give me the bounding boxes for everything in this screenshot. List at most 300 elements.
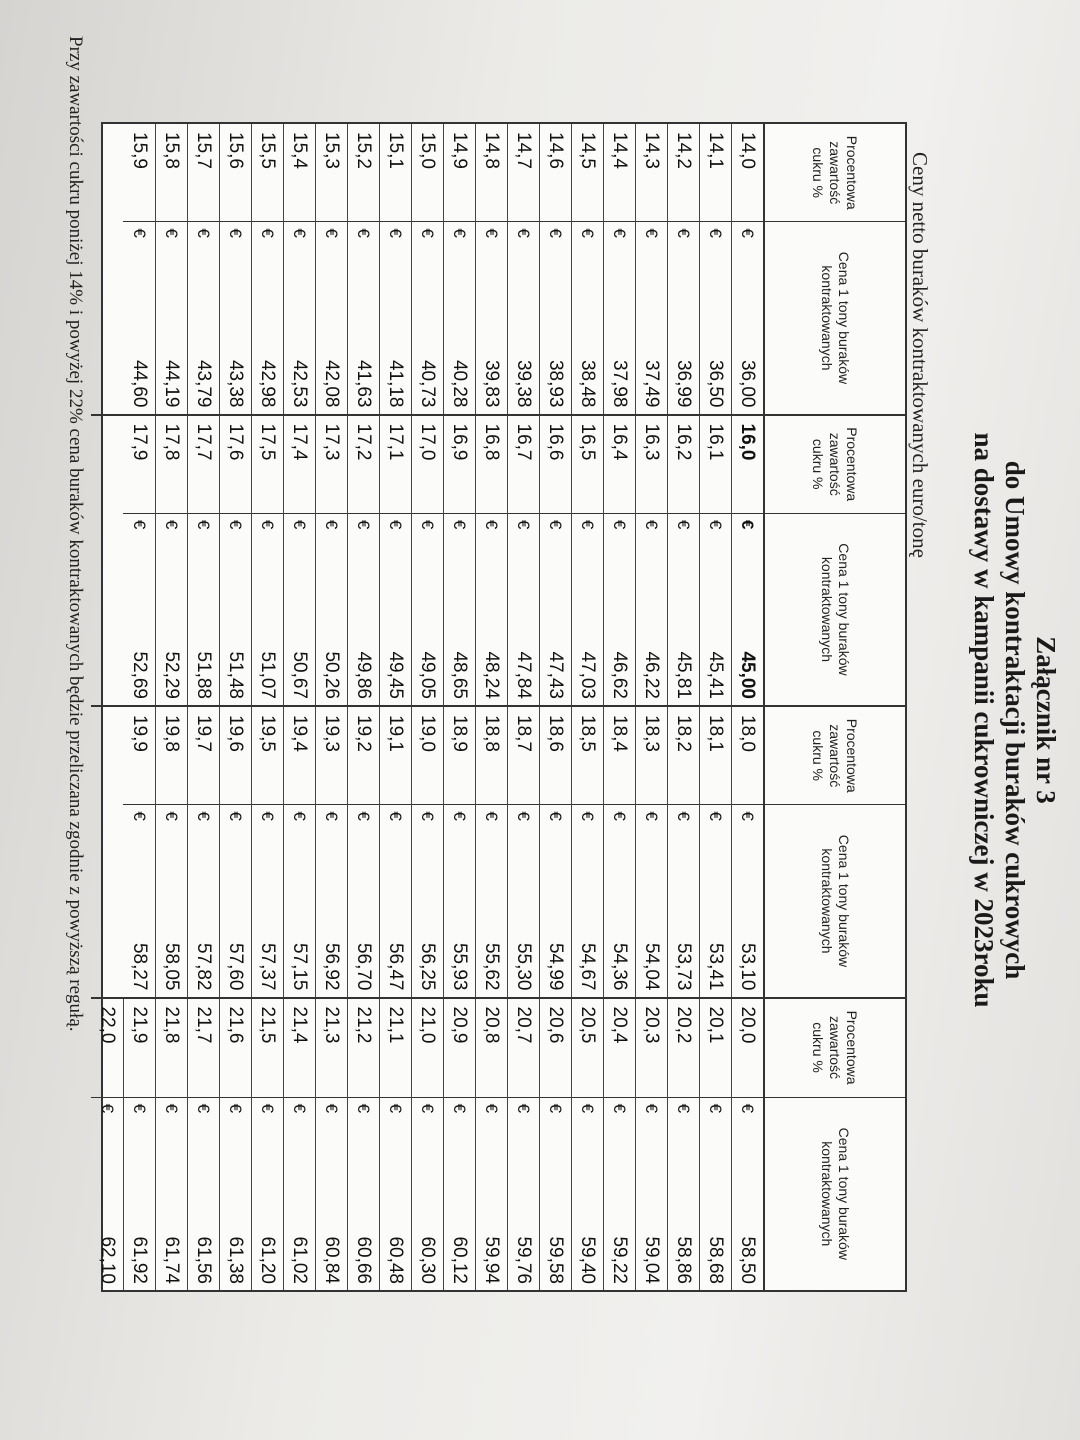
euro-sign: € [162,811,182,821]
table-row [411,124,443,414]
sugar-percent-cell: 21,5 [252,999,283,1098]
price-cell [508,1098,539,1290]
price-value: 47,03 [577,651,599,699]
euro-sign: € [194,228,214,238]
table-row [251,999,283,1291]
price-cell [732,1098,763,1290]
price-cell [476,1098,507,1290]
sugar-percent-cell: 15,4 [284,124,315,222]
sugar-percent-cell: 20,9 [444,999,475,1098]
table-row [283,416,315,706]
euro-sign: € [418,519,438,530]
euro-sign: € [450,811,470,821]
price-value: 48,65 [449,651,471,699]
sugar-percent-cell: 15,8 [156,124,187,222]
price-value: 58,50 [737,1236,759,1284]
table-row [635,999,667,1291]
euro-sign: € [386,1103,406,1114]
table-row [443,999,475,1291]
table-row [731,416,763,706]
euro-sign: € [354,811,374,821]
table-row [411,707,443,997]
sugar-percent-cell: 14,3 [636,124,667,222]
table-row [667,707,699,997]
table-row [283,999,315,1291]
price-cell [316,222,347,413]
price-value: 53,73 [673,942,695,991]
sugar-percent-cell: 15,9 [123,124,155,222]
price-cell [124,1098,155,1290]
price-cell [700,222,731,413]
price-cell [668,222,699,413]
table-row [475,999,507,1291]
price-value: 59,76 [513,1236,535,1284]
table-row [123,707,155,997]
price-cell [284,514,315,705]
column-group [91,999,905,1291]
table-row [283,124,315,414]
euro-sign: € [482,228,502,238]
sugar-percent-cell: 19,5 [252,707,283,805]
price-cell [732,222,763,413]
sugar-percent-cell: 18,2 [668,707,699,805]
sugar-percent-cell: 14,8 [476,124,507,222]
title-line-2: do Umowy kontraktacji buraków cukrowych [1000,460,1030,980]
sugar-percent-cell: 15,5 [252,124,283,222]
euro-sign: € [546,228,566,238]
table-row [123,416,155,706]
price-value: 61,92 [129,1236,151,1284]
euro-sign: € [162,1103,182,1114]
price-cell [316,1098,347,1290]
table-row [603,707,635,997]
price-cell [412,222,443,413]
price-cell [220,222,251,413]
price-value: 59,94 [481,1236,503,1284]
table-row [347,999,379,1291]
price-cell [412,514,443,705]
price-value: 55,62 [481,942,503,991]
euro-sign: € [258,1103,278,1114]
sugar-percent-cell: 17,7 [188,416,219,514]
column-group-header [763,999,905,1291]
price-value: 40,73 [417,359,439,408]
table-row [731,707,763,997]
sugar-percent-cell: 19,8 [156,707,187,805]
sugar-percent-cell: 21,0 [412,999,443,1098]
sugar-percent-cell: 20,8 [476,999,507,1098]
table-row [315,707,347,997]
sugar-percent-cell: 17,8 [156,416,187,514]
price-cell [220,514,251,705]
table-row [251,124,283,414]
price-cell [444,805,475,996]
price-value: 55,93 [449,942,471,991]
sugar-percent-cell: 20,1 [700,999,731,1098]
table-row [219,124,251,414]
table-row [603,124,635,414]
table-row [379,999,411,1291]
euro-sign: € [482,1103,502,1114]
column-group-header [763,707,905,997]
sugar-percent-cell: 14,2 [668,124,699,222]
price-cell [220,1098,251,1290]
price-cell [123,222,155,413]
euro-sign: € [354,519,374,530]
price-cell [604,805,635,996]
sugar-percent-cell: 14,6 [540,124,571,222]
euro-sign: € [322,1103,342,1114]
table-row [699,416,731,706]
table-row [699,707,731,997]
euro-sign: € [674,519,694,530]
price-value: 54,99 [545,942,567,991]
euro-sign: € [226,519,246,530]
price-cell [348,805,379,996]
table-row [155,999,187,1291]
price-value: 43,38 [225,359,247,408]
price-value: 60,12 [449,1236,471,1284]
table-row [347,416,379,706]
euro-sign: € [290,1103,310,1114]
sugar-percent-cell: 17,0 [412,416,443,514]
sugar-percent-cell: 18,1 [700,707,731,805]
price-cell [444,1098,475,1290]
sugar-percent-cell: 16,7 [508,416,539,514]
euro-sign: € [738,228,758,238]
table-row [539,999,571,1291]
sugar-percent-cell: 14,9 [444,124,475,222]
euro-sign: € [194,519,214,530]
price-value: 39,83 [481,359,503,408]
euro-sign: € [578,1103,598,1114]
sugar-percent-cell: 16,5 [572,416,603,514]
table-row [155,124,187,414]
euro-sign: € [322,228,342,238]
table-row [315,416,347,706]
table-row [315,999,347,1291]
table-caption: Ceny netto buraków kontraktowanych euro/tonę [908,152,932,558]
table-row [507,707,539,997]
price-value: 59,40 [577,1236,599,1284]
table-row [187,124,219,414]
price-value: 60,66 [353,1236,375,1284]
price-cell [284,1098,315,1290]
euro-sign: € [610,519,630,530]
price-cell [316,514,347,705]
price-value: 58,86 [673,1236,695,1284]
euro-sign: € [482,811,502,821]
table-row [379,707,411,997]
euro-sign: € [674,1103,694,1114]
price-value: 58,68 [705,1236,727,1284]
euro-sign: € [322,811,342,821]
price-cell [380,222,411,413]
euro-sign: € [386,228,406,238]
sugar-percent-cell: 16,6 [540,416,571,514]
table-row [571,707,603,997]
price-value: 58,05 [161,942,183,991]
sugar-percent-cell: 14,7 [508,124,539,222]
euro-sign: € [706,519,726,530]
price-value: 38,48 [577,359,599,408]
sugar-percent-cell: 15,1 [380,124,411,222]
sugar-percent-cell: 16,8 [476,416,507,514]
price-cell [572,222,603,413]
price-cell [188,514,219,705]
table-row [699,124,731,414]
price-value: 60,48 [385,1236,407,1284]
euro-sign: € [130,228,149,238]
price-value: 41,63 [353,359,375,408]
table-row [603,999,635,1291]
price-value: 49,45 [385,651,407,699]
price-value: 60,84 [321,1236,343,1284]
table-row [539,124,571,414]
table-row [187,416,219,706]
price-cell [188,222,219,413]
price-cell [668,1098,699,1290]
table-row [411,999,443,1291]
sugar-percent-cell: 18,7 [508,707,539,805]
euro-sign: € [322,519,342,530]
price-value: 38,93 [545,359,567,408]
price-value: 55,30 [513,942,535,991]
price-value: 41,18 [385,359,407,408]
sugar-percent-cell: 20,3 [636,999,667,1098]
price-value: 54,67 [577,942,599,991]
euro-sign: € [418,228,438,238]
euro-sign: € [642,228,662,238]
table-row [123,999,155,1291]
sugar-percent-cell: 16,2 [668,416,699,514]
euro-sign: € [290,228,310,238]
sugar-percent-cell: 21,8 [156,999,187,1098]
sugar-percent-cell: 20,7 [508,999,539,1098]
euro-sign: € [738,1103,758,1114]
price-cell [540,805,571,996]
price-value: 43,79 [193,359,215,408]
sugar-percent-cell: 16,0 [732,416,763,514]
price-value: 47,43 [545,651,567,699]
price-value: 59,04 [641,1236,663,1284]
price-value: 51,07 [257,651,279,699]
price-value: 58,27 [129,942,150,991]
price-value: 45,00 [737,651,759,699]
sugar-percent-cell: 18,4 [604,707,635,805]
table-row [187,999,219,1291]
table-row [507,124,539,414]
table-row [571,124,603,414]
sugar-percent-cell: 20,6 [540,999,571,1098]
table-row [187,707,219,997]
price-cell [668,805,699,996]
price-value: 47,84 [513,651,535,699]
table-row [91,999,123,1291]
table-row [475,707,507,997]
price-cell [380,805,411,996]
euro-sign: € [610,1103,630,1114]
price-value: 57,37 [257,942,279,991]
price-cell [604,222,635,413]
price-cell [412,1098,443,1290]
table-row [539,707,571,997]
price-cell [700,514,731,705]
euro-sign: € [514,811,534,821]
price-cell [604,1098,635,1290]
price-cell [316,805,347,996]
price-cell [188,805,219,996]
table-row [283,707,315,997]
table-row [219,416,251,706]
price-value: 56,47 [385,942,407,991]
euro-sign: € [386,519,406,530]
euro-sign: € [450,228,470,238]
price-value: 56,25 [417,942,439,991]
price-value: 61,56 [193,1236,215,1284]
column-group-header [763,124,905,414]
sugar-percent-cell: 17,3 [316,416,347,514]
sugar-percent-cell: 19,9 [123,707,155,805]
table-row [347,124,379,414]
sugar-percent-cell: 18,5 [572,707,603,805]
euro-sign: € [226,228,246,238]
euro-sign: € [514,1103,534,1114]
table-row [635,416,667,706]
table-row [379,124,411,414]
euro-sign: € [642,1103,662,1114]
table-row [571,999,603,1291]
euro-sign: € [642,519,662,530]
table-row [475,416,507,706]
euro-sign: € [130,519,149,530]
sugar-percent-cell: 16,9 [444,416,475,514]
euro-sign: € [546,1103,566,1114]
table-row [731,999,763,1291]
price-value: 61,20 [257,1236,279,1284]
table-row [507,999,539,1291]
sugar-percent-cell: 21,6 [220,999,251,1098]
price-value: 61,38 [225,1236,247,1284]
price-value: 42,53 [289,359,311,408]
price-value: 56,70 [353,942,375,991]
price-cell [572,805,603,996]
sugar-percent-cell: 19,7 [188,707,219,805]
price-value: 51,48 [225,651,247,699]
column-group [91,707,905,999]
price-value: 51,88 [193,651,215,699]
table-row [539,416,571,706]
euro-sign: € [162,228,182,238]
price-cell [380,1098,411,1290]
price-cell [508,514,539,705]
table-row [667,416,699,706]
euro-sign: € [738,811,758,821]
price-value: 52,29 [161,651,183,699]
euro-sign: € [610,228,630,238]
table-row [603,416,635,706]
document-title [968,130,1062,1310]
price-value: 54,04 [641,942,663,991]
sugar-percent-cell: 18,9 [444,707,475,805]
price-value: 57,82 [193,942,215,991]
euro-sign: € [738,519,758,530]
table-row [475,124,507,414]
price-value: 44,60 [129,359,150,408]
euro-sign: € [194,811,214,821]
price-cell [476,222,507,413]
price-cell [604,514,635,705]
price-value: 48,24 [481,651,503,699]
price-cell [252,222,283,413]
price-cell [188,1098,219,1290]
price-cell [91,1098,123,1290]
price-cell [156,514,187,705]
euro-sign: € [546,519,566,530]
price-value: 61,02 [289,1236,311,1284]
sugar-percent-cell: 16,1 [700,416,731,514]
sugar-percent-cell: 19,0 [412,707,443,805]
price-cell [220,805,251,996]
euro-sign: € [130,811,149,821]
euro-sign: € [354,228,374,238]
header-sugar-percent: Procentowa zawartość cukru % [765,707,905,805]
price-value: 50,26 [321,651,343,699]
price-cell [732,805,763,996]
sugar-percent-cell: 20,0 [732,999,763,1098]
euro-sign: € [450,519,470,530]
table-row [123,124,155,414]
header-sugar-percent: Procentowa zawartość cukru % [765,999,905,1098]
price-value: 53,10 [737,942,759,991]
euro-sign: € [418,1103,438,1114]
table-row [443,707,475,997]
table-row [219,707,251,997]
euro-sign: € [98,1103,117,1114]
table-row [379,416,411,706]
price-value: 44,19 [161,359,183,408]
euro-sign: € [194,1103,214,1114]
price-cell [444,222,475,413]
sugar-percent-cell: 17,9 [123,416,155,514]
sugar-percent-cell: 15,6 [220,124,251,222]
sugar-percent-cell: 18,3 [636,707,667,805]
price-value: 45,41 [705,651,727,699]
euro-sign: € [706,811,726,821]
price-cell [284,805,315,996]
sugar-percent-cell: 15,3 [316,124,347,222]
euro-sign: € [674,228,694,238]
price-cell [636,805,667,996]
column-group [91,416,905,708]
euro-sign: € [290,811,310,821]
price-value: 59,22 [609,1236,631,1284]
sugar-percent-cell: 20,5 [572,999,603,1098]
table-row [507,416,539,706]
sugar-percent-cell: 18,8 [476,707,507,805]
euro-sign: € [514,228,534,238]
price-cell [252,1098,283,1290]
sugar-percent-cell: 14,4 [604,124,635,222]
sugar-percent-cell: 15,2 [348,124,379,222]
table-row [667,999,699,1291]
table-row [411,416,443,706]
price-cell [252,805,283,996]
sugar-percent-cell: 20,4 [604,999,635,1098]
table-row [635,124,667,414]
price-value: 56,92 [321,942,343,991]
sugar-percent-cell: 16,4 [604,416,635,514]
